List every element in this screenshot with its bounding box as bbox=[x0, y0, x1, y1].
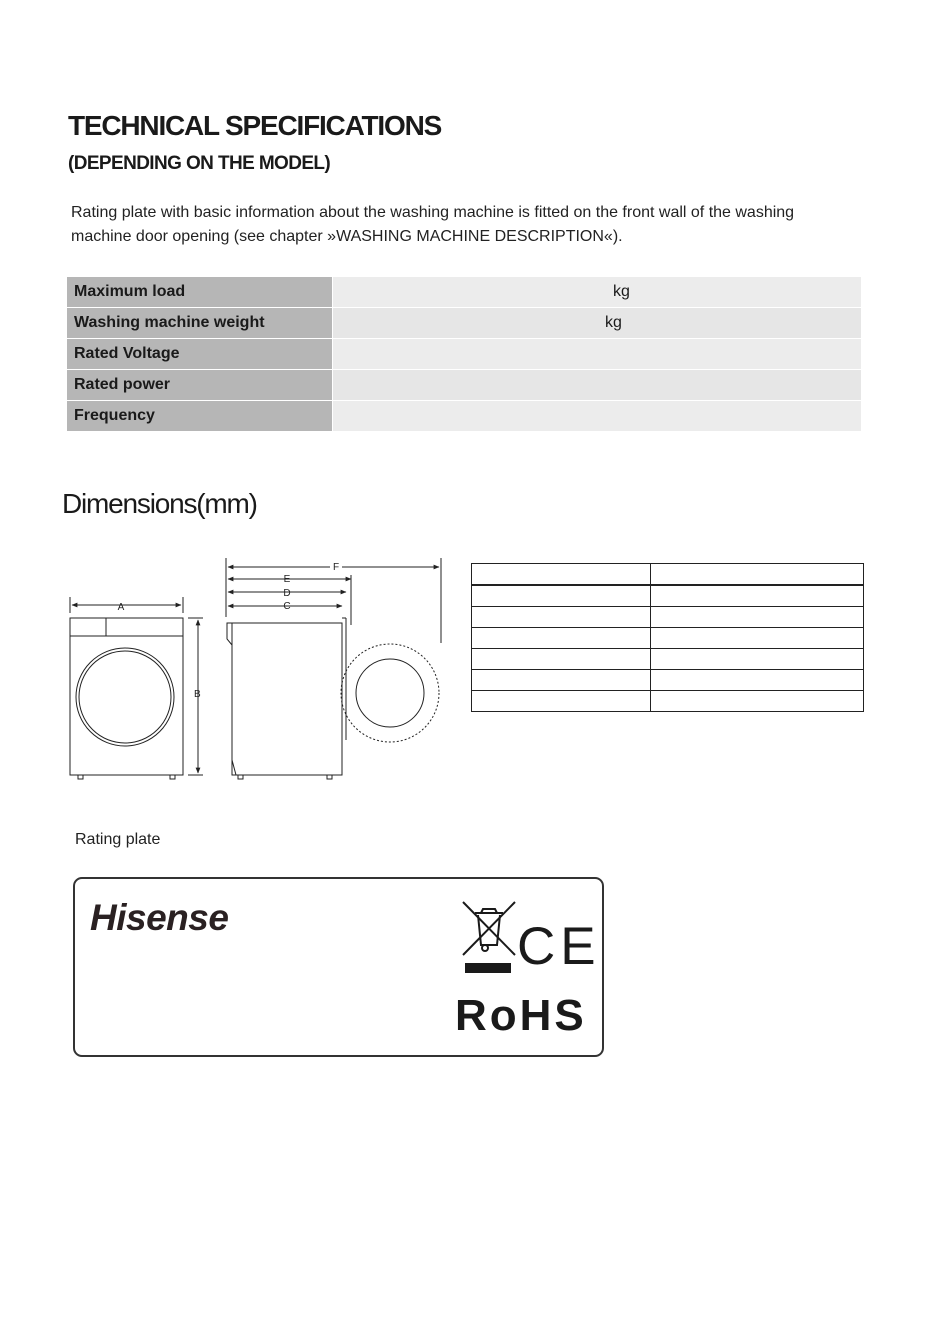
spec-row bbox=[67, 277, 861, 308]
front-view bbox=[70, 597, 203, 779]
weee-crossed-bin-icon bbox=[461, 899, 517, 979]
spec-label: Rated Voltage bbox=[67, 339, 333, 370]
table-row bbox=[472, 628, 864, 649]
spec-row bbox=[67, 308, 861, 339]
dim-label-d: D bbox=[283, 588, 291, 599]
spec-value bbox=[333, 401, 862, 432]
rating-plate bbox=[73, 877, 604, 1057]
dim-label-c: C bbox=[283, 601, 291, 612]
page-title: TECHNICAL SPECIFICATIONS bbox=[68, 110, 442, 141]
spec-row bbox=[67, 339, 861, 370]
ce-mark: CE bbox=[517, 917, 601, 976]
brand-logo: Hisense bbox=[90, 897, 229, 938]
spec-label: Frequency bbox=[67, 401, 333, 432]
spec-label: Rated power bbox=[67, 370, 333, 401]
spec-row bbox=[67, 401, 861, 432]
dimension-diagram bbox=[55, 555, 455, 795]
dimensions-table bbox=[471, 563, 864, 712]
rating-plate-caption: Rating plate bbox=[75, 831, 161, 848]
side-view bbox=[226, 558, 441, 779]
table-row bbox=[472, 607, 864, 628]
spec-value: kg bbox=[333, 277, 862, 308]
table-row bbox=[472, 564, 864, 586]
intro-paragraph: Rating plate with basic information about the washing machine is fitted on the front wall of the washing machine door opening (see chapter »WASHING MACHINE DESCRIPTION«). bbox=[71, 204, 795, 245]
page-subtitle: (DEPENDING ON THE MODEL) bbox=[68, 153, 331, 174]
dim-label-a: A bbox=[117, 602, 125, 613]
dim-label-f: F bbox=[332, 562, 340, 573]
table-row bbox=[472, 585, 864, 607]
spec-value: kg bbox=[333, 308, 862, 339]
dimensions-title: Dimensions(mm) bbox=[62, 488, 257, 519]
dim-label-e: E bbox=[283, 574, 291, 585]
dim-label-b: B bbox=[194, 689, 201, 700]
table-row bbox=[472, 649, 864, 670]
rohs-mark: RoHS bbox=[455, 991, 587, 1040]
spec-label: Maximum load bbox=[67, 277, 333, 308]
spec-value bbox=[333, 339, 862, 370]
spec-row bbox=[67, 370, 861, 401]
spec-label: Washing machine weight bbox=[67, 308, 333, 339]
spec-value bbox=[333, 370, 862, 401]
table-row bbox=[472, 691, 864, 712]
table-row bbox=[472, 670, 864, 691]
spec-table bbox=[67, 277, 861, 432]
